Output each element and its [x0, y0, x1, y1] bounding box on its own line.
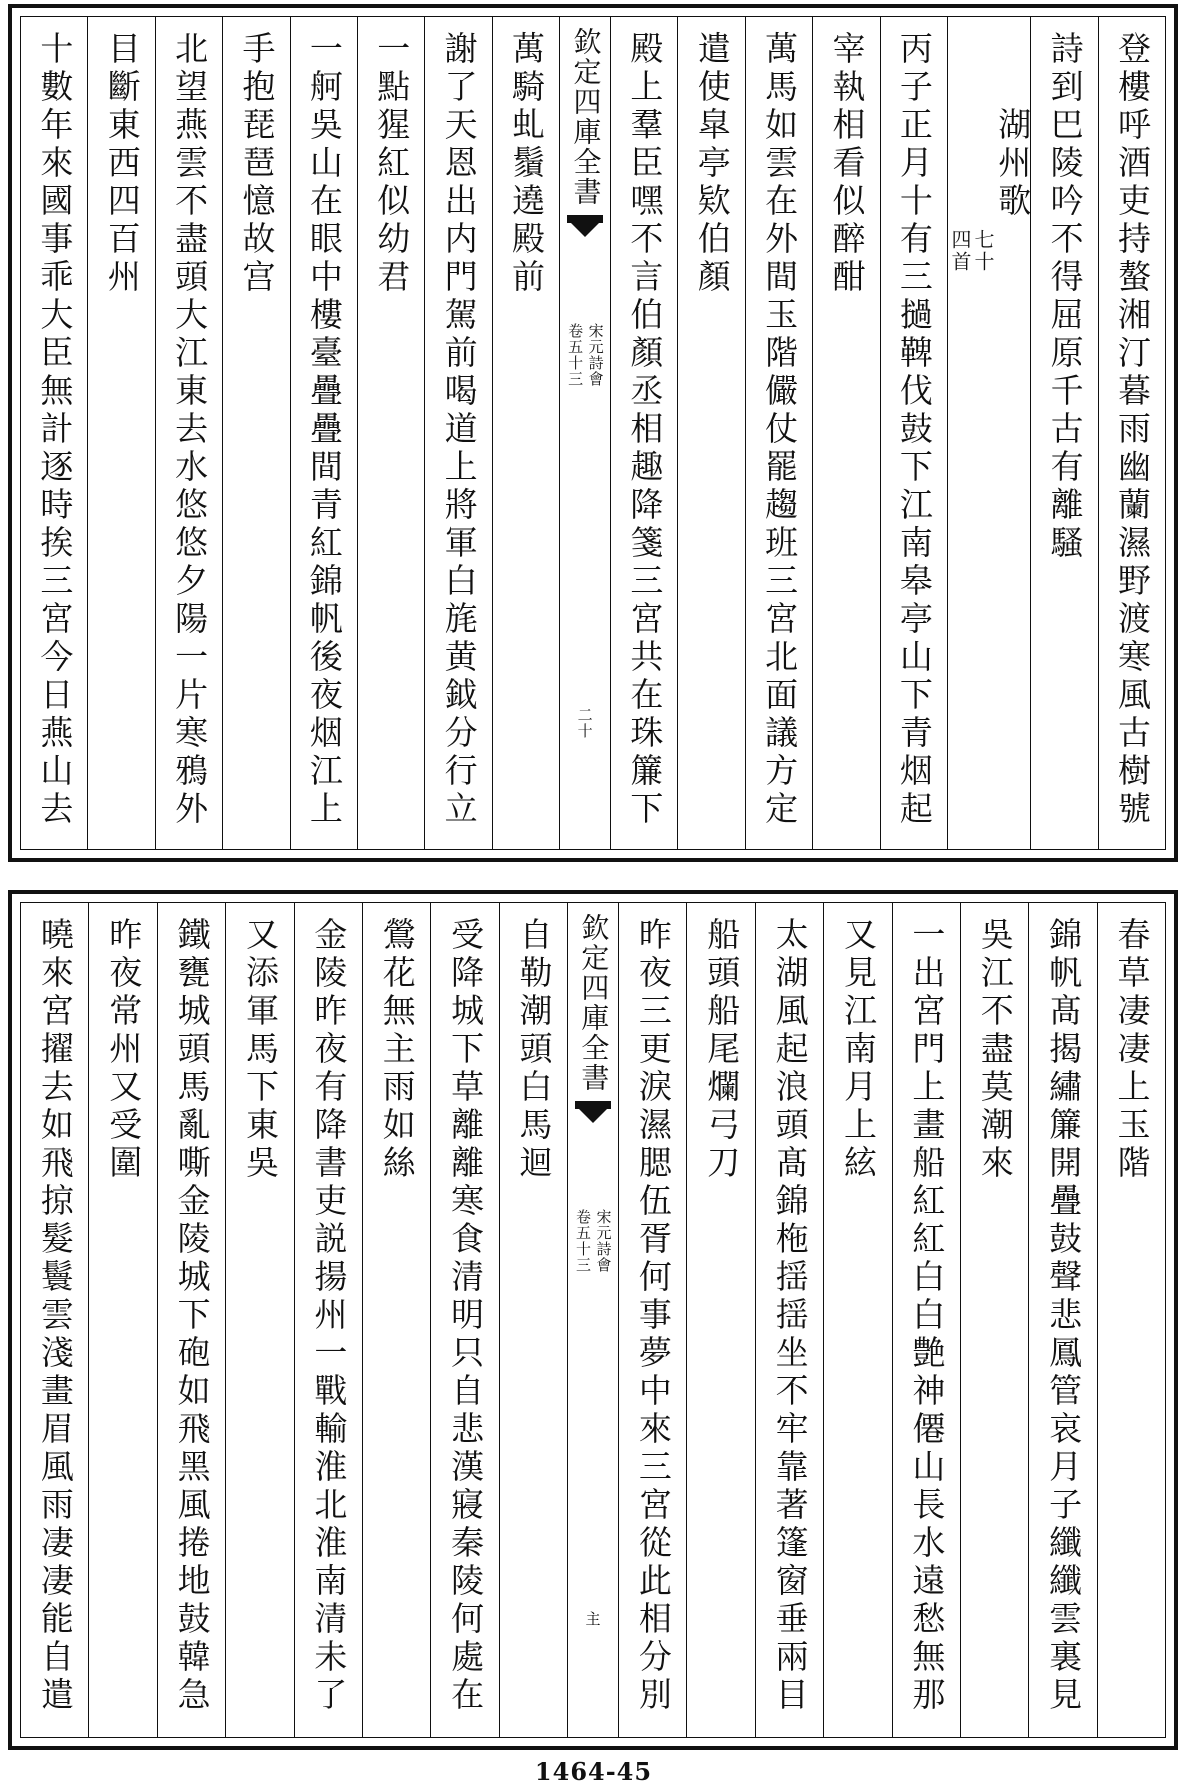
page-number: 1464-45 — [534, 1757, 653, 1786]
column-text: 十數年來國事乖大臣無計逐時挨三宮今日燕山去 — [35, 31, 75, 829]
column-text: 錦帆髙揭繡簾開疊鼓聲悲鳳管哀月子纖纖雲裏見 — [1044, 917, 1084, 1715]
volume-label: 卷五十三 — [566, 323, 585, 387]
center-subtitle — [575, 1209, 612, 1273]
poem-heading-column — [947, 17, 1033, 849]
column-text: 昨夜三更淚濕腮伍胥何事夢中來三宮從此相分別 — [633, 917, 673, 1715]
column-text: 鶯花無主雨如絲 — [377, 917, 417, 1183]
text-column — [430, 903, 498, 1737]
column-text: 春草凄凄上玉階 — [1112, 917, 1152, 1183]
column-text: 一舸吳山在眼中樓臺疊疊間青紅錦帆後夜烟江上 — [304, 31, 344, 829]
text-column — [424, 17, 491, 849]
text-column — [677, 17, 744, 849]
column-text: 手抱琵琶憶故宫 — [237, 31, 277, 297]
text-column — [686, 903, 754, 1737]
text-column — [1098, 17, 1165, 849]
text-column — [499, 903, 567, 1737]
bottom-page-columns — [20, 902, 1166, 1738]
column-text: 目斷東西四百州 — [102, 31, 142, 297]
column-text: 北望燕雲不盡頭大江東去水悠悠夕陽一片寒鴉外 — [170, 31, 210, 829]
column-text: 謝了天恩出内門駕前喝道上將軍白旄黄鉞分行立 — [439, 31, 479, 829]
text-column — [1028, 903, 1096, 1737]
text-column — [294, 903, 362, 1737]
center-margin-column — [559, 17, 610, 849]
column-text: 詩到巴陵吟不得屈原千古有離騷 — [1045, 31, 1085, 563]
poem-count-note-a: 七十 — [970, 229, 995, 273]
column-text: 萬騎虬鬚遶殿前 — [507, 31, 547, 297]
column-text: 受降城下草離離寒食清明只自悲漢寢秦陵何處在 — [446, 917, 486, 1715]
collection-title: 宋元詩會 — [586, 323, 605, 387]
top-page-frame — [8, 4, 1178, 862]
text-column — [290, 17, 357, 849]
text-column — [222, 17, 289, 849]
poem-count-note-b: 四首 — [947, 229, 972, 273]
poem-title: 湖州歌 — [993, 107, 1033, 221]
volume-label: 卷五十三 — [574, 1209, 592, 1273]
column-text: 昨夜常州又受圍 — [104, 917, 144, 1183]
text-column — [225, 903, 293, 1737]
column-text: 一出宮門上畫船紅紅白白艶神僊山長水遠愁無那 — [907, 917, 947, 1715]
text-column — [21, 903, 88, 1737]
collection-title: 宋元詩會 — [594, 1209, 613, 1273]
text-column — [755, 903, 823, 1737]
column-text: 萬馬如雲在外間玉階儼仗罷趨班三宮北面議方定 — [760, 31, 800, 829]
center-subtitle — [567, 323, 604, 387]
text-column — [610, 17, 677, 849]
column-text: 吳江不盡莫潮來 — [975, 917, 1015, 1183]
text-column — [357, 17, 424, 849]
column-text: 曉來宮擢去如飛掠髮鬟雲淺畫眉風雨凄凄能自遣 — [35, 917, 75, 1715]
text-column — [1030, 17, 1097, 849]
column-text: 殿上羣臣嘿不言伯顏丞相趣降箋三宮共在珠簾下 — [625, 31, 665, 829]
column-text: 金陵昨夜有降書吏説揚州一戰輸淮北淮南清未了 — [309, 917, 349, 1715]
series-title: 欽定四庫全書 — [577, 913, 611, 1093]
top-page-columns — [20, 16, 1166, 850]
fish-tail-mark-icon — [565, 215, 605, 243]
text-column — [618, 903, 686, 1737]
text-column — [87, 17, 154, 849]
text-column — [21, 17, 87, 849]
column-text: 鐵甕城頭馬亂嘶金陵城下砲如飛黑風捲地鼓韓急 — [172, 917, 212, 1715]
column-text: 太湖風起浪頭髙錦柂揺揺坐不牢靠著篷窗垂兩目 — [770, 917, 810, 1715]
center-margin-column — [567, 903, 618, 1737]
column-text: 一點猩紅似幼君 — [372, 31, 412, 297]
column-text: 船頭船尾爛弓刀 — [702, 917, 742, 1183]
text-column — [157, 903, 225, 1737]
column-text: 自勒潮頭白馬迴 — [514, 917, 554, 1183]
fish-tail-mark-icon — [573, 1101, 613, 1129]
text-column — [155, 17, 222, 849]
column-text: 遣使皐亭欵伯顏 — [692, 31, 732, 297]
series-title: 欽定四庫全書 — [569, 27, 603, 207]
column-text: 又添軍馬下東吳 — [240, 917, 280, 1183]
column-text: 登樓呼酒吏持螯湘汀暮雨幽蘭濕野渡寒風古樹號 — [1112, 31, 1152, 829]
text-column — [880, 17, 947, 849]
column-text: 又見江南月上絃 — [838, 917, 878, 1183]
column-text: 宰執相看似醉酣 — [827, 31, 867, 297]
text-column — [812, 17, 879, 849]
text-column — [745, 17, 812, 849]
text-column — [960, 903, 1028, 1737]
text-column — [492, 17, 559, 849]
text-column — [823, 903, 891, 1737]
text-column — [362, 903, 430, 1737]
column-text: 丙子正月十有三撾鞞伐鼓下江南皋亭山下青烟起 — [894, 31, 934, 829]
leaf-number: 主 — [583, 1611, 602, 1627]
text-column — [892, 903, 960, 1737]
text-column — [1097, 903, 1165, 1737]
text-column — [88, 903, 156, 1737]
bottom-page-frame — [8, 890, 1178, 1750]
leaf-number: 二十 — [575, 707, 594, 739]
